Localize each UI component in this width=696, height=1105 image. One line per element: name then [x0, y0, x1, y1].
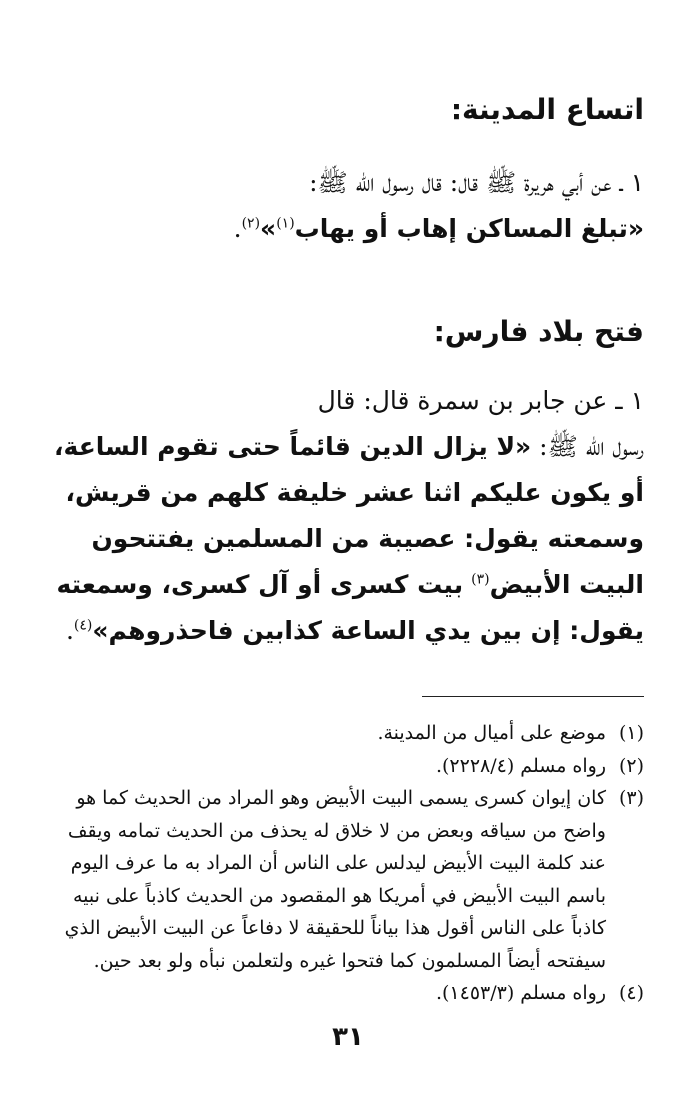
footnote-text: كان إيوان كسرى يسمى البيت الأبيض وهو المراد من الحديث كما هو واضح من سياقه وبعض من لا خلاق له يحذف من الحديث تمامه ويقف عند كلمة البيت الأبيض ليدلس على الناس أن المراد به ما عرف اليوم باسم البيت الأبيض في أمريكا هو المقصود من الحديث كاذباً على نبيه كاذباً على الناس أقول هذا بياناً للحقيقة لا دفاعاً عن البيت الأبيض الذي سيفتحه أيضاً المسلمون كما فتحوا غيره ولتعلمن نبأه ولو بعد حين.: [64, 787, 606, 972]
sentence-end: .: [233, 214, 242, 243]
footnote-number: (٤): [618, 982, 644, 1004]
hadith-narration: عن أبي هريرة ﷺ قال: قال رسول الله ﷺ:: [309, 168, 612, 197]
footnote: [52, 782, 644, 977]
hadith-city-expansion: [52, 160, 644, 252]
hadith-number: ١ ـ: [615, 386, 644, 415]
footnote: [52, 750, 644, 783]
footnote-text: رواه مسلم (٢٢٢٨/٤).: [435, 754, 606, 777]
hadith-narration-cont: رسول الله ﷺ:: [539, 432, 644, 461]
footnote-text: موضع على أميال من المدينة.: [377, 722, 606, 744]
hadith-number: ١ ـ: [619, 168, 644, 197]
quote-close-mark: »: [92, 616, 109, 645]
footnote-ref: (١): [276, 215, 295, 232]
section-title-city-expansion: اتساع المدينة:: [450, 93, 644, 126]
footnote-number: (٢): [618, 754, 644, 777]
section-title-persia-conquest: فتح بلاد فارس:: [433, 315, 644, 348]
footnote-divider: [422, 696, 644, 697]
hadith-quote: «لا يزال الدين قائماً حتى تقوم الساعة، أو يكون عليكم اثنا عشر خليفة كلهم من قريش، وسمعته يقول: عصيبة من المسلمين يفتتحون البيت الأبيض: [54, 432, 644, 599]
footnote-number: (٣): [618, 787, 644, 809]
footnote-text: رواه مسلم (١٤٥٣/٣).: [435, 982, 606, 1004]
footnote-ref: (٤): [73, 617, 93, 634]
footnote: [52, 717, 644, 750]
page-number: ٣١: [332, 1022, 364, 1052]
hadith-quote-cont: بيت كسرى أو آل كسرى، وسمعته يقول: إن بين يدي الساعة كذابين فاحذروهم: [56, 570, 644, 645]
sentence-end: .: [65, 616, 74, 645]
footnote-number: (١): [618, 722, 644, 744]
hadith-persia-conquest: [52, 378, 644, 654]
hadith-narration: عن جابر بن سمرة قال: قال: [317, 386, 608, 415]
quote-close-mark: »: [260, 214, 277, 243]
footnote: [52, 977, 644, 1010]
hadith-quote: «تبلغ المساكن إهاب أو يهاب: [294, 214, 644, 243]
footnote-ref: (٢): [241, 215, 261, 232]
footnote-ref: (٣): [471, 571, 490, 588]
footnotes: [52, 717, 644, 1010]
